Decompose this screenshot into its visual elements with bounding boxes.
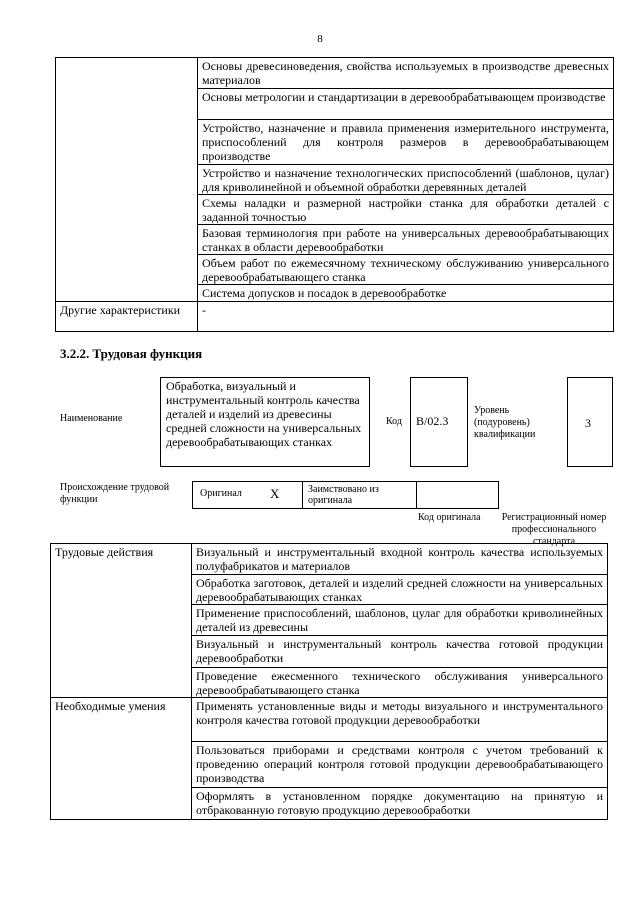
origin-divider-1 (302, 481, 303, 508)
labor-function-table (50, 543, 608, 820)
knowledge-item: Схемы наладки и размерной настройки станка для обработки деталей с заданной точностью (198, 195, 614, 225)
knowledge-item: Основы древесиноведения, свойства используемых в производстве древесных материалов (198, 58, 614, 89)
knowledge-item: Система допусков и посадок в деревообработке (198, 285, 614, 302)
other-characteristics-value: - (198, 302, 614, 332)
knowledge-item: Устройство и назначение технологических приспособлений (шаблонов, цулаг) для криволинейной и объемной обработки деревянных деталей (198, 165, 614, 195)
function-name-value: Обработка, визуальный и инструментальный контроль качества деталей и изделий из древесины средней сложности на универсальных деревообрабатывающих станках (166, 379, 362, 449)
code-label: Код (386, 416, 402, 427)
code-value: В/02.3 (416, 414, 449, 428)
labor-action-item: Применение приспособлений, шаблонов, цулаг для обработки криволинейных деталей из древесины (192, 605, 608, 636)
knowledge-item: Базовая терминология при работе на универсальных деревообрабатывающих станках в области деревообработки (198, 225, 614, 255)
labor-action-item: Визуальный и инструментальный входной контроль качества используемых полуфабрикатов и материалов (192, 544, 608, 575)
skill-item: Применять установленные виды и методы визуального и инструментального контроля качества готовой продукции деревообработки (192, 698, 608, 742)
other-characteristics-label: Другие характеристики (56, 302, 198, 332)
original-label: Оригинал (200, 488, 242, 499)
knowledge-label-cell (56, 58, 198, 302)
knowledge-table (55, 57, 614, 332)
knowledge-item: Объем работ по ежемесячному техническому обслуживанию универсального деревообрабатывающего станка (198, 255, 614, 285)
level-label: Уровень (подуровень) квалификации (474, 405, 536, 440)
labor-action-item: Проведение ежесменного технического обслуживания универсального деревообрабатывающего станка (192, 668, 608, 698)
required-skills-label: Необходимые умения (51, 698, 192, 820)
knowledge-item: Устройство, назначение и правила применения измерительного инструмента, приспособлений для контроля размеров в деревообрабатывающем производстве (198, 120, 614, 165)
knowledge-item: Основы метрологии и стандартизации в деревообрабатывающем производстве (198, 89, 614, 120)
origin-divider-2 (416, 481, 417, 508)
skill-item: Оформлять в установленном порядке документацию на принятую и отбракованную готовую продукцию деревообработки (192, 788, 608, 820)
reg-number-caption: Регистрационный номер профессионального стандарта (501, 512, 607, 547)
labor-action-item: Визуальный и инструментальный контроль качества готовой продукции деревообработки (192, 636, 608, 668)
skill-item: Пользоваться приборами и средствами контроля с учетом требований к проведению операций контроля готовой продукции деревообрабатывающего производства (192, 742, 608, 788)
labor-actions-label: Трудовые действия (51, 544, 192, 698)
borrowed-label: Заимствовано из оригинала (308, 484, 379, 506)
level-value: 3 (585, 416, 591, 430)
name-label: Наименование (60, 413, 123, 424)
labor-action-item: Обработка заготовок, деталей и изделий средней сложности на универсальных деревообрабатывающих станках (192, 575, 608, 605)
original-mark: X (270, 486, 280, 501)
section-heading: 3.2.2. Трудовая функция (60, 346, 203, 361)
page-number: 8 (317, 33, 323, 45)
code-original-caption: Код оригинала (418, 512, 481, 523)
origin-label: Происхождение трудовой функции (60, 482, 170, 505)
